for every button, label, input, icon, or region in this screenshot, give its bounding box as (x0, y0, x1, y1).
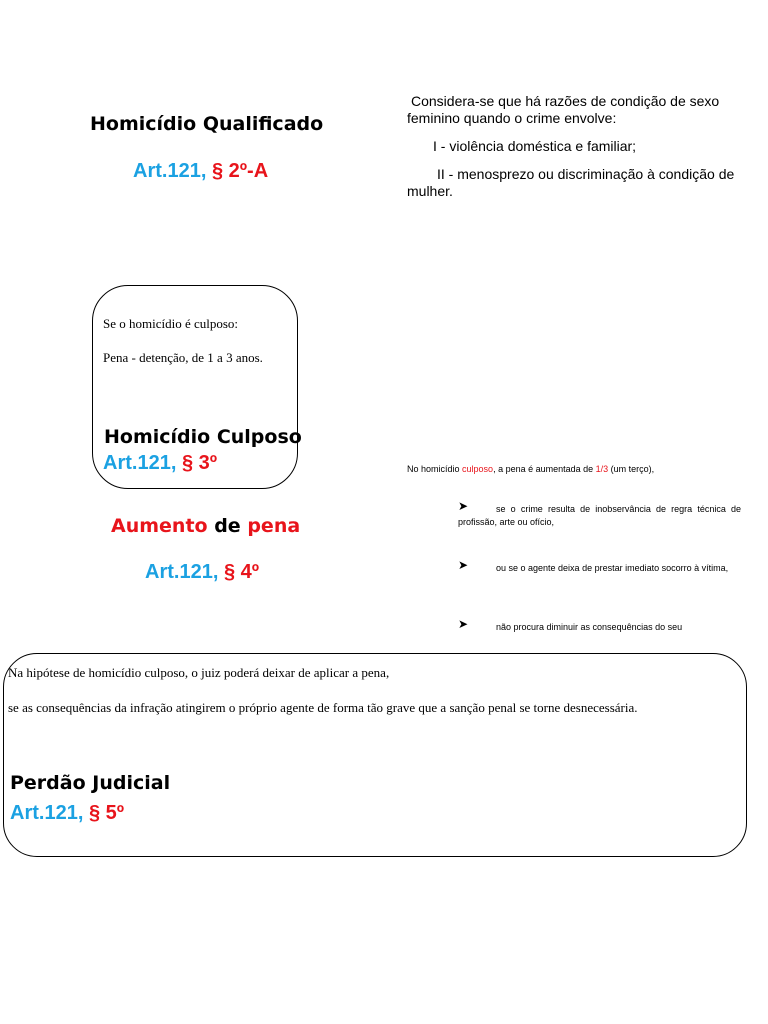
aumento-intro-c: , a pena é aumentada de (493, 464, 596, 474)
feminicidio-item-2: II - menosprezo ou discriminação à condição de mulher. (407, 166, 735, 199)
aumento-word-2: de (214, 515, 241, 537)
aumento-bullet-1: se o crime resulta de inobservância de regra técnica de profissão, arte ou ofício, (458, 504, 741, 527)
aumento-intro-culposo: culposo (462, 464, 494, 474)
aumento-intro-e: (um terço), (608, 464, 655, 474)
qualificado-title: Homicídio Qualificado (90, 113, 324, 135)
perdao-text (8, 664, 728, 717)
aumento-intro-a: No homicídio (407, 464, 463, 474)
aumento-title (111, 515, 300, 537)
culposo-title: Homicídio Culposo (104, 426, 302, 448)
aumento-word-1: Aumento (111, 515, 208, 537)
article-number: Art.121, (103, 452, 182, 474)
perdao-line-1: Na hipótese de homicídio culposo, o juiz poderá deixar de aplicar a pena, (8, 665, 390, 680)
article-section: § 3º (181, 452, 218, 474)
culposo-line-2: Pena - detenção, de 1 a 3 anos. (103, 350, 263, 365)
feminicidio-item-1: I - violência doméstica e familiar; (433, 138, 637, 154)
article-section: § 5º (88, 802, 125, 824)
arrowhead-bullet-icon: ➤ (458, 617, 469, 631)
aumento-word-3: pena (247, 515, 301, 537)
culposo-text (103, 315, 283, 366)
culposo-line-1: Se o homicídio é culposo: (103, 316, 239, 331)
feminicidio-block (407, 93, 745, 200)
perdao-title: Perdão Judicial (10, 772, 171, 794)
article-number: Art.121, (10, 802, 89, 824)
aumento-bullet-2: ou se o agente deixa de prestar imediato socorro à vítima, (496, 563, 729, 573)
perdao-line-2: se as consequências da infração atingirem o próprio agente de forma tão grave que a sanção penal se torne desnecessária. (8, 700, 638, 715)
aumento-bullet-3: não procura diminuir as consequências do seu (496, 622, 683, 632)
aumento-intro (407, 463, 654, 476)
arrowhead-bullet-icon: ➤ (458, 499, 469, 513)
aumento-intro-fraction: 1/3 (595, 464, 609, 474)
culposo-article (103, 452, 217, 475)
perdao-article (10, 802, 124, 825)
article-number: Art.121, (133, 160, 212, 182)
article-section: § 4º (223, 561, 260, 583)
arrowhead-bullet-icon: ➤ (458, 558, 469, 572)
feminicidio-intro: Considera-se que há razões de condição de sexo feminino quando o crime envolve: (407, 93, 720, 126)
article-number: Art.121, (145, 561, 224, 583)
aumento-article (145, 561, 259, 584)
qualificado-article (133, 160, 268, 183)
article-section: § 2º-A (211, 160, 269, 182)
